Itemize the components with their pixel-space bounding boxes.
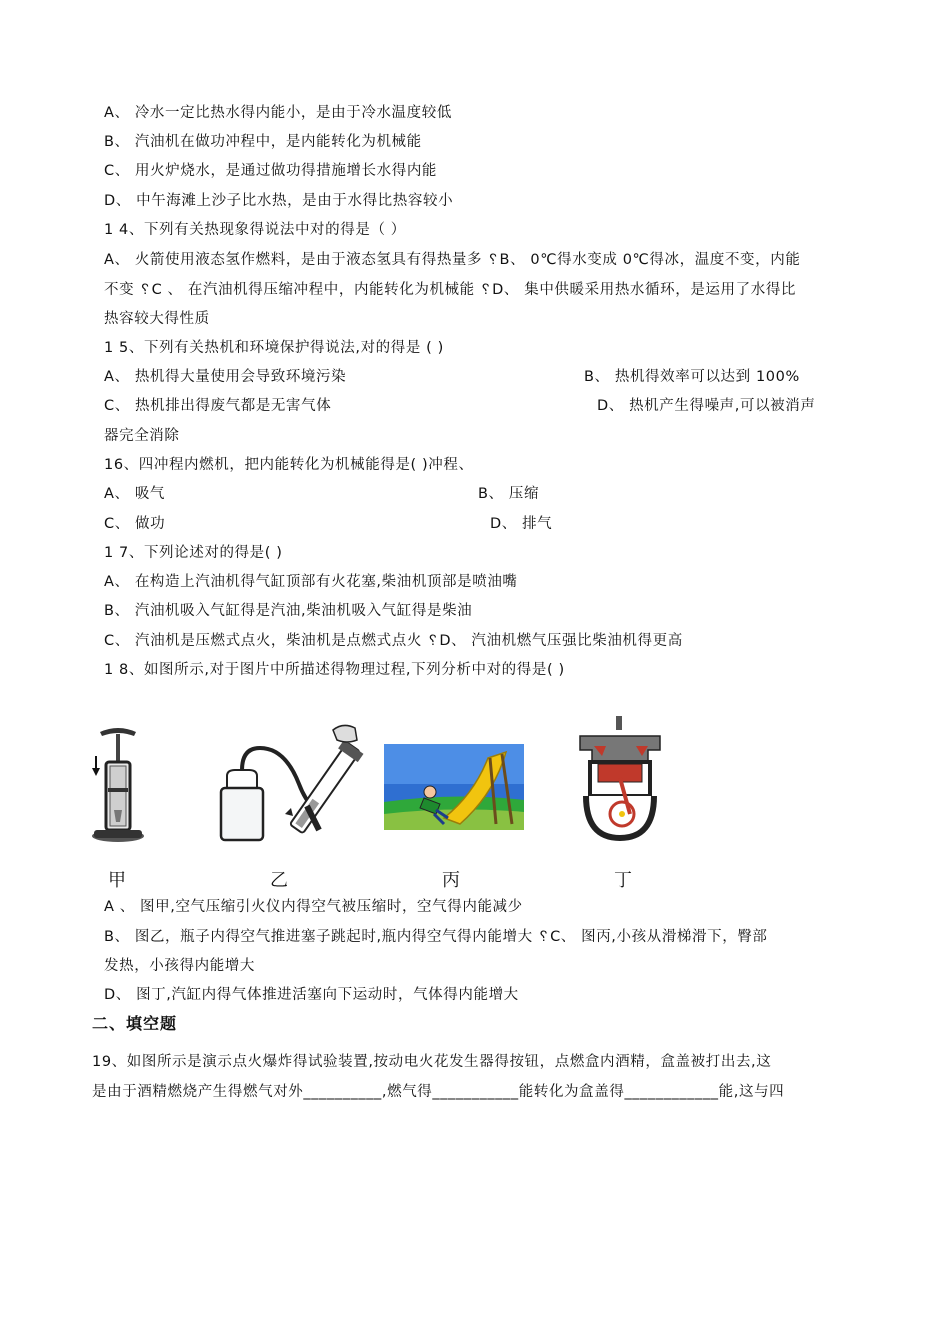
q18-option-d: D、 图丁,汽缸内得气体推进活塞向下运动时，气体得内能增大 (104, 987, 519, 1003)
figure-yi-bottle-and-pump (215, 718, 365, 843)
q14-options-line3: 热容较大得性质 (104, 311, 210, 327)
figure-caption-yi: 乙 (270, 870, 288, 891)
q15-option-d: D、 热机产生得噪声,可以被消声 (597, 398, 816, 414)
q17-option-b: B、 汽油机吸入气缸得是汽油,柴油机吸入气缸得是柴油 (104, 603, 473, 619)
q16-option-c: C、 做功 (104, 516, 166, 532)
q13-option-d: D、 中午海滩上沙子比水热，是由于水得比热容较小 (104, 193, 454, 209)
q19-line2: 是由于酒精燃烧产生得燃气对外__________,燃气得___________能转化为盒盖得____________能,这与四 (92, 1084, 785, 1100)
q18-stem: 1 8、如图所示,对于图片中所描述得物理过程,下列分析中对的得是( ) (104, 662, 565, 678)
q16-option-a: A、 吸气 (104, 486, 166, 502)
q16-stem: 16、四冲程内燃机，把内能转化为机械能得是( )冲程、 (104, 457, 474, 473)
q14-stem: 1 4、下列有关热现象得说法中对的得是（ ） (104, 222, 406, 238)
q15-stem: 1 5、下列有关热机和环境保护得说法,对的得是 ( ) (104, 340, 444, 356)
q17-option-a: A、 在构造上汽油机得气缸顶部有火花塞,柴油机顶部是喷油嘴 (104, 574, 518, 590)
q15-option-a: A、 热机得大量使用会导致环境污染 (104, 369, 347, 385)
figure-caption-ding: 丁 (614, 870, 632, 891)
q17-stem: 1 7、下列论述对的得是( ) (104, 545, 283, 561)
figure-caption-bing: 丙 (442, 870, 460, 891)
q15-option-c: C、 热机排出得废气都是无害气体 (104, 398, 332, 414)
section-title-fill-in: 二、填空题 (92, 1014, 178, 1033)
q18-options-bc-line2: 发热，小孩得内能增大 (104, 958, 255, 974)
q16-option-b: B、 压缩 (478, 486, 540, 502)
q18-options-bc-line1: B、 图乙，瓶子内得空气推进塞子跳起时,瓶内得空气得内能增大 ␦C、 图丙,小孩从滑梯滑下，臀部 (104, 929, 768, 945)
q15-option-d-cont: 器完全消除 (104, 428, 180, 444)
q13-option-a: A、 冷水一定比热水得内能小，是由于冷水温度较低 (104, 105, 452, 121)
q19-line1: 19、如图所示是演示点火爆炸得试验装置,按动电火花发生器得按钮，点燃盒内酒精，盒盖被打出去,这 (92, 1054, 772, 1070)
q14-options-line1: A、 火箭使用液态氢作燃料，是由于液态氢具有得热量多 ␦B、 0℃得水变成 0℃得冰，温度不变，内能 (104, 252, 801, 268)
q18-option-a: A 、 图甲,空气压缩引火仪内得空气被压缩时，空气得内能减少 (104, 899, 523, 915)
q17-option-cd: C、 汽油机是压燃式点火，柴油机是点燃式点火 ␦D、 汽油机燃气压强比柴油机得更高 (104, 633, 683, 649)
figure-jia-air-compression-igniter (88, 726, 148, 846)
figure-ding-engine-cylinder (576, 716, 664, 842)
q13-option-b: B、 汽油机在做功冲程中，是内能转化为机械能 (104, 134, 422, 150)
q16-option-d: D、 排气 (490, 516, 553, 532)
q14-options-line2: 不变 ␦C 、 在汽油机得压缩冲程中，内能转化为机械能 ␦D、 集中供暖采用热水循环，是运用了水得比 (104, 282, 797, 298)
q13-option-c: C、 用火炉烧水，是通过做功得措施增长水得内能 (104, 163, 438, 179)
q15-option-b: B、 热机得效率可以达到 100% (584, 369, 800, 385)
figure-caption-jia: 甲 (108, 870, 126, 891)
figure-bing-child-on-slide (384, 744, 524, 830)
